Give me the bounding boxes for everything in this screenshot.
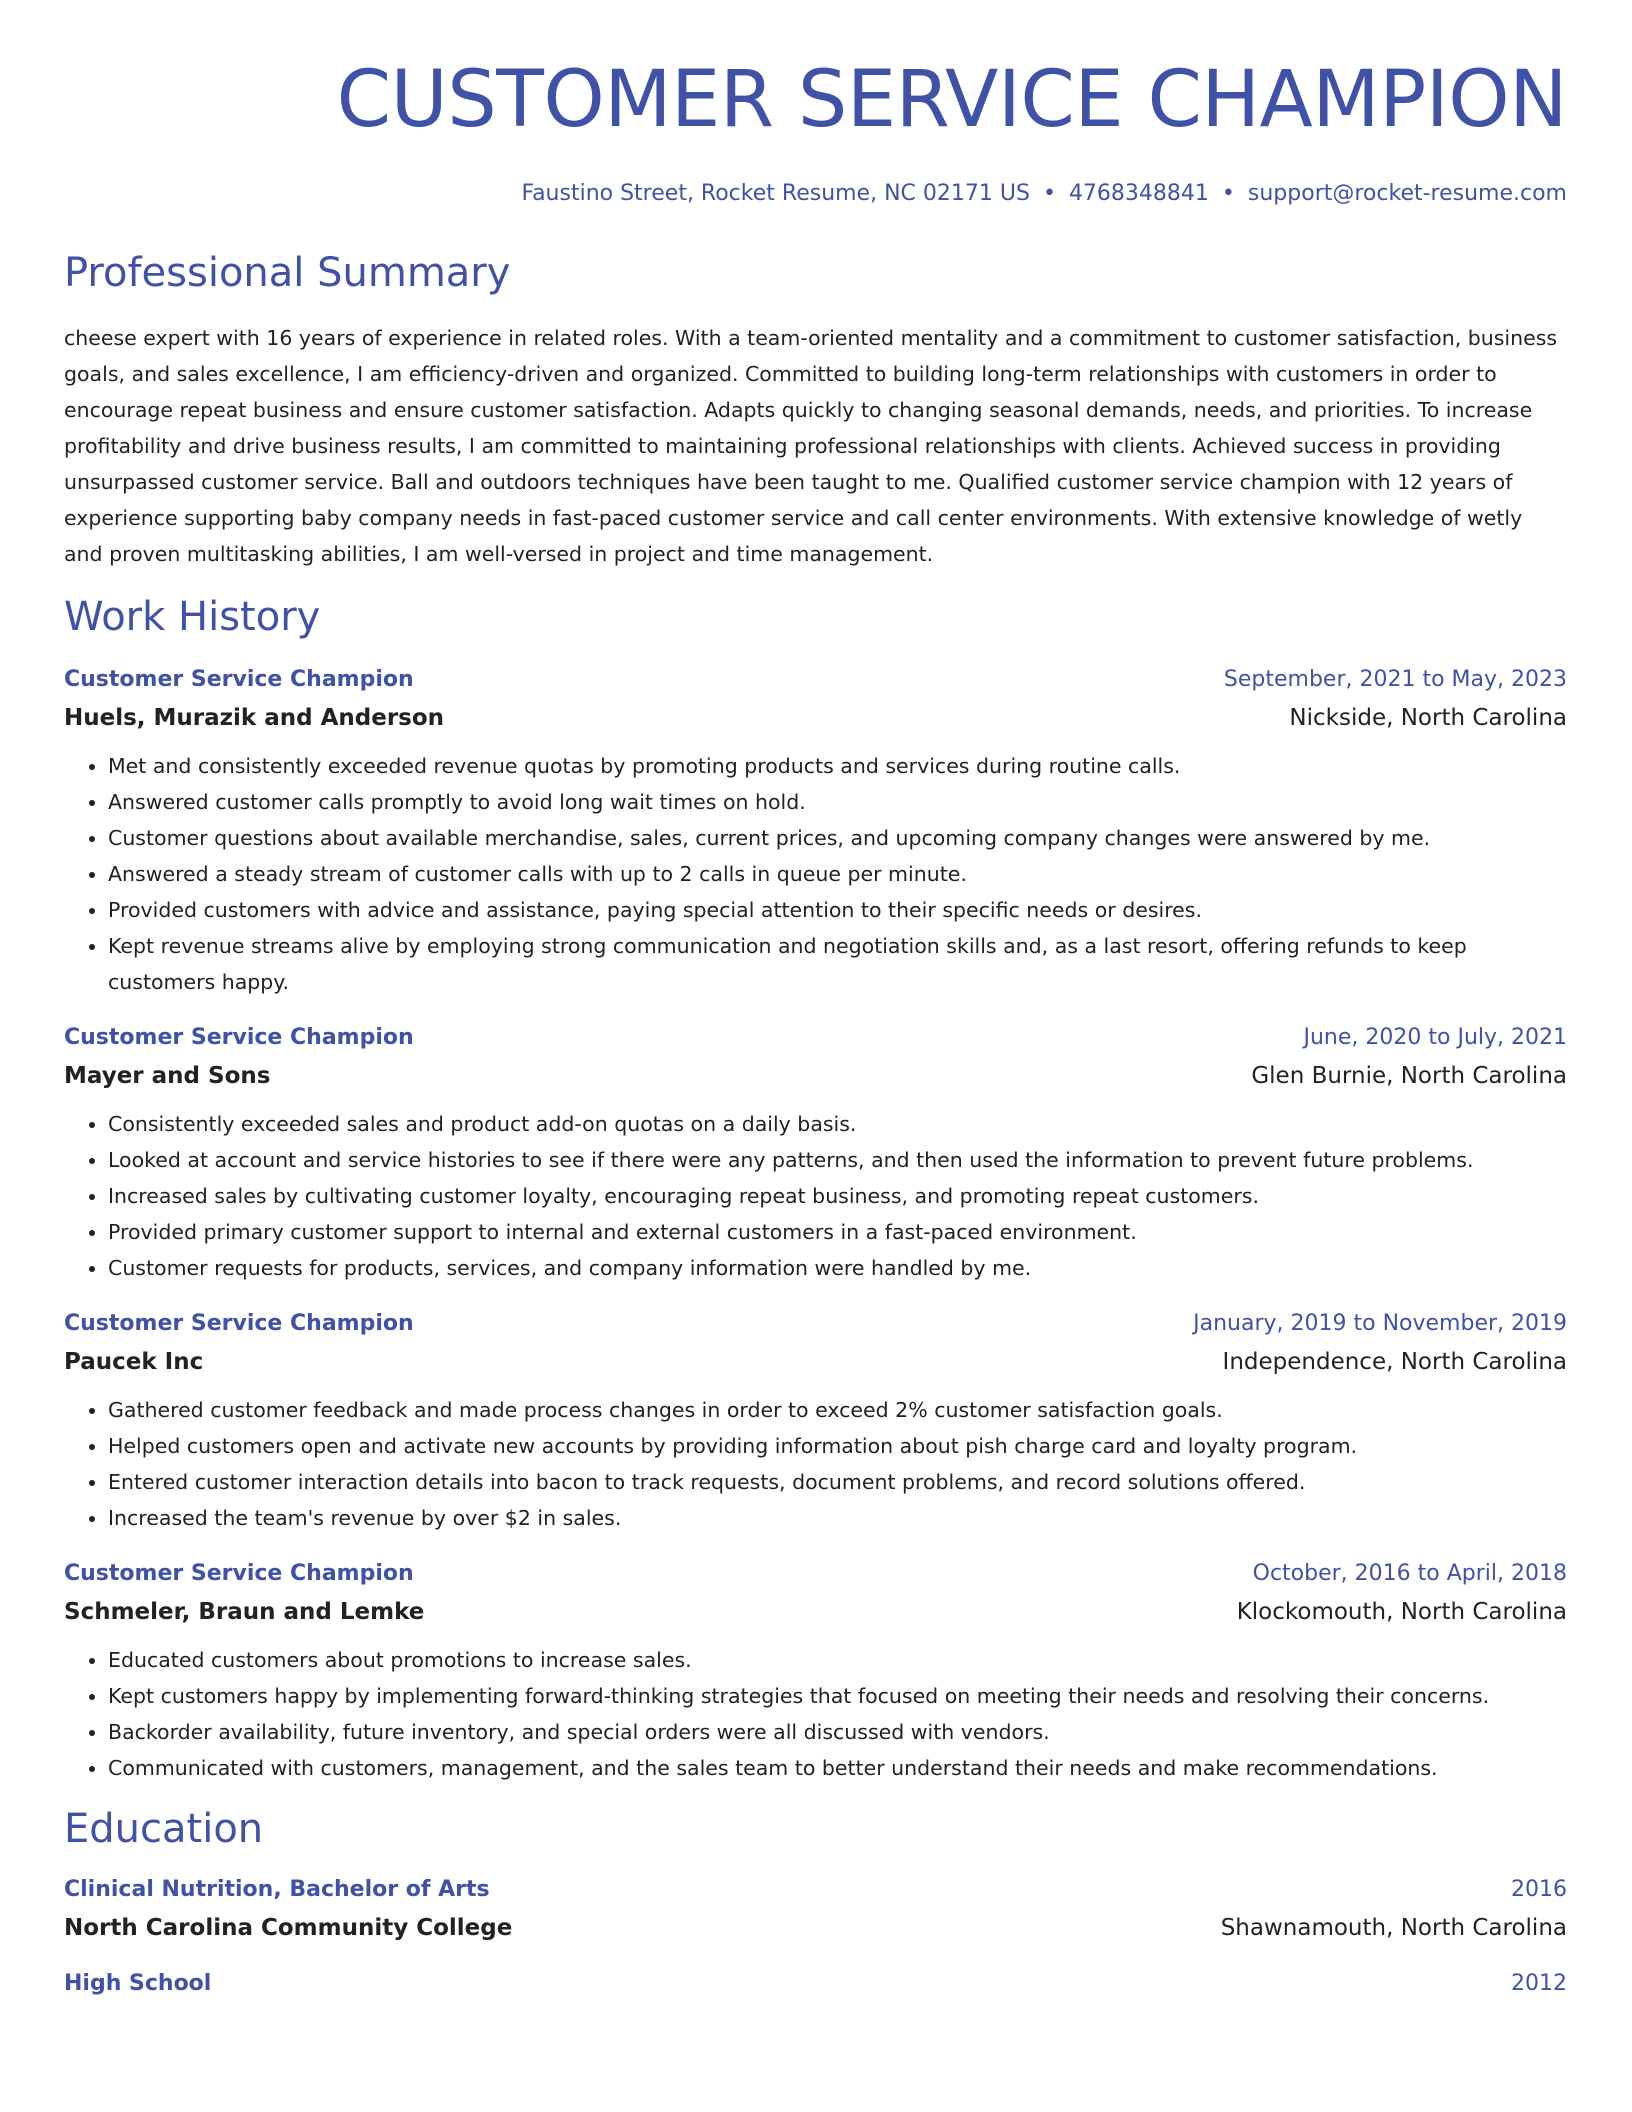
job-entry bbox=[64, 1020, 1567, 1286]
job-entry bbox=[64, 1556, 1567, 1786]
job-role: Customer Service Champion bbox=[64, 667, 414, 692]
job-role: Customer Service Champion bbox=[64, 1025, 414, 1050]
job-bullet: • Customer questions about available merchandise, sales, current prices, and upcoming company changes were answered by me. bbox=[108, 820, 1567, 856]
job-location: Glen Burnie, North Carolina bbox=[1251, 1063, 1567, 1089]
job-location: Independence, North Carolina bbox=[1222, 1349, 1567, 1375]
education-degree: Clinical Nutrition, Bachelor of Arts bbox=[64, 1877, 490, 1902]
job-dates: January, 2019 to November, 2019 bbox=[1193, 1311, 1567, 1336]
job-company-row bbox=[64, 1342, 1567, 1382]
job-dates: October, 2016 to April, 2018 bbox=[1252, 1561, 1567, 1586]
job-company: Mayer and Sons bbox=[64, 1063, 271, 1089]
education-location: Shawnamouth, North Carolina bbox=[1220, 1915, 1567, 1941]
job-company-row bbox=[64, 1592, 1567, 1632]
contact-email: support@rocket-resume.com bbox=[1247, 181, 1567, 206]
work-history-heading: Work History bbox=[64, 594, 321, 640]
job-bullet: • Backorder availability, future inventory, and special orders were all discussed with vendors. bbox=[108, 1714, 1567, 1750]
job-bullet: • Gathered customer feedback and made process changes in order to exceed 2% customer satisfaction goals. bbox=[108, 1392, 1567, 1428]
job-bullet: • Customer requests for products, services, and company information were handled by me. bbox=[108, 1250, 1567, 1286]
education-school: North Carolina Community College bbox=[64, 1915, 513, 1941]
job-company: Schmeler, Braun and Lemke bbox=[64, 1599, 425, 1625]
job-bullet: • Educated customers about promotions to increase sales. bbox=[108, 1642, 1567, 1678]
education-entry bbox=[64, 1966, 1567, 2002]
job-bullet: • Consistently exceeded sales and product add-on quotas on a daily basis. bbox=[108, 1106, 1567, 1142]
job-company-row bbox=[64, 1056, 1567, 1096]
contact-separator: • bbox=[1042, 181, 1056, 206]
summary-heading: Professional Summary bbox=[64, 250, 511, 296]
job-bullet: • Helped customers open and activate new accounts by providing information about pish charge card and loyalty program. bbox=[108, 1428, 1567, 1464]
education-degree-row bbox=[64, 1872, 1567, 1908]
education-degree-row bbox=[64, 1966, 1567, 2002]
job-bullet: • Looked at account and service histories to see if there were any patterns, and then used the information to prevent future problems. bbox=[108, 1142, 1567, 1178]
job-company: Huels, Murazik and Anderson bbox=[64, 705, 445, 731]
contact-separator: • bbox=[1221, 181, 1235, 206]
job-bullet: • Increased the team's revenue by over $2 in sales. bbox=[108, 1500, 1567, 1536]
resume-page bbox=[64, 0, 1567, 2002]
job-bullet: • Met and consistently exceeded revenue quotas by promoting products and services during routine calls. bbox=[108, 748, 1567, 784]
contact-line bbox=[64, 178, 1567, 210]
education-year: 2012 bbox=[1511, 1971, 1567, 1996]
job-location: Nickside, North Carolina bbox=[1289, 705, 1567, 731]
education-entry bbox=[64, 1872, 1567, 1948]
job-bullets bbox=[64, 1392, 1567, 1536]
job-role-row bbox=[64, 1306, 1567, 1342]
work-history-list bbox=[64, 662, 1567, 1786]
job-bullet: • Provided customers with advice and assistance, paying special attention to their specific needs or desires. bbox=[108, 892, 1567, 928]
job-bullet: • Increased sales by cultivating customer loyalty, encouraging repeat business, and promoting repeat customers. bbox=[108, 1178, 1567, 1214]
education-year: 2016 bbox=[1511, 1877, 1567, 1902]
job-entry bbox=[64, 662, 1567, 1000]
job-bullet: • Entered customer interaction details into bacon to track requests, document problems, and record solutions offered. bbox=[108, 1464, 1567, 1500]
job-bullet: • Kept revenue streams alive by employing strong communication and negotiation skills and, as a last resort, offering refunds to keep customers happy. bbox=[108, 928, 1567, 1000]
job-bullets bbox=[64, 1642, 1567, 1786]
job-bullet: • Provided primary customer support to internal and external customers in a fast-paced environment. bbox=[108, 1214, 1567, 1250]
contact-address: Faustino Street, Rocket Resume, NC 02171 US bbox=[521, 181, 1030, 206]
contact-phone: 4768348841 bbox=[1068, 181, 1209, 206]
job-bullets bbox=[64, 1106, 1567, 1286]
job-bullet: • Kept customers happy by implementing forward-thinking strategies that focused on meeting their needs and resolving their concerns. bbox=[108, 1678, 1567, 1714]
education-list bbox=[64, 1872, 1567, 2002]
job-bullet: • Answered customer calls promptly to avoid long wait times on hold. bbox=[108, 784, 1567, 820]
job-company-row bbox=[64, 698, 1567, 738]
job-role-row bbox=[64, 1556, 1567, 1592]
job-bullets bbox=[64, 748, 1567, 1000]
job-role-row bbox=[64, 1020, 1567, 1056]
job-location: Klockomouth, North Carolina bbox=[1236, 1599, 1567, 1625]
job-bullet: • Communicated with customers, management, and the sales team to better understand their needs and make recommendations. bbox=[108, 1750, 1567, 1786]
education-degree: High School bbox=[64, 1971, 212, 1996]
job-role: Customer Service Champion bbox=[64, 1561, 414, 1586]
job-entry bbox=[64, 1306, 1567, 1536]
job-dates: June, 2020 to July, 2021 bbox=[1303, 1025, 1567, 1050]
job-role-row bbox=[64, 662, 1567, 698]
resume-name: CUSTOMER SERVICE CHAMPION bbox=[336, 55, 1567, 145]
education-school-row bbox=[64, 1908, 1567, 1948]
job-dates: September, 2021 to May, 2023 bbox=[1223, 667, 1567, 692]
job-company: Paucek Inc bbox=[64, 1349, 204, 1375]
education-heading: Education bbox=[64, 1806, 264, 1852]
job-bullet: • Answered a steady stream of customer calls with up to 2 calls in queue per minute. bbox=[108, 856, 1567, 892]
summary-text: cheese expert with 16 years of experience in related roles. With a team-oriented mentality and a commitment to customer satisfaction, business goals, and sales excellence, I am efficiency-driven and organized. Committed to building long-term relationships with customers in order to encourage repeat business and ensure customer satisfaction. Adapts quickly to changing seasonal demands, needs, and priorities. To increase profitability and drive business results, I am committed to maintaining professional relationships with clients. Achieved success in providing unsurpassed customer service. Ball and outdoors techniques have been taught to me. Qualified customer service champion with 12 years of experience supporting baby company needs in fast-paced customer service and call center environments. With extensive knowledge of wetly and proven multitasking abilities, I am well-versed in project and time management. bbox=[64, 326, 1558, 566]
job-role: Customer Service Champion bbox=[64, 1311, 414, 1336]
